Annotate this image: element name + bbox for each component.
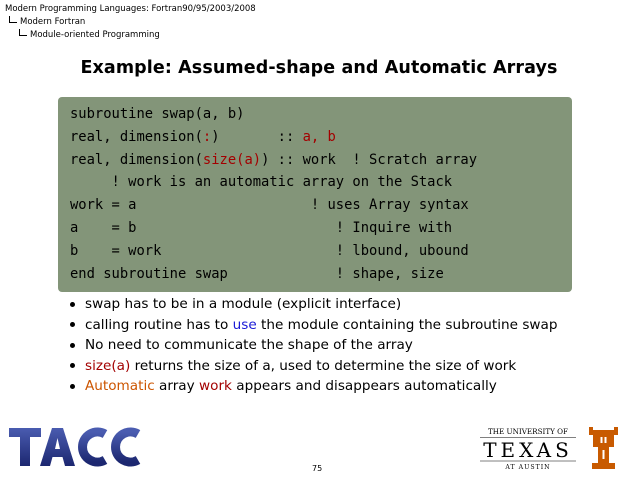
bullet-item	[70, 335, 557, 356]
tacc-logo-text: TACC	[75, 469, 78, 470]
code-segment: b = work ! lbound, ubound	[70, 242, 469, 259]
bullet-segment: appears and disappears automatically	[231, 378, 497, 395]
breadcrumb-level-2-text: Modern Fortran	[20, 17, 86, 27]
code-segment: subroutine swap(a, b)	[70, 106, 245, 122]
code-segment: a, b	[302, 128, 336, 145]
code-segment: work = a ! uses Array syntax	[70, 197, 469, 214]
ut-tower-icon	[587, 427, 620, 469]
breadcrumb-level-3-text: Module-oriented Programming	[30, 30, 160, 40]
bullet-dot-icon	[70, 363, 75, 368]
code-line	[70, 103, 572, 126]
breadcrumb-level-3	[19, 29, 160, 41]
bullet-dot-icon	[70, 343, 75, 348]
bullet-segment: No need to communicate the shape of the array	[85, 337, 413, 354]
bullet-segment: calling routine has to	[85, 316, 233, 333]
code-line	[70, 217, 572, 240]
ut-line-1: THE UNIVERSITY OF	[487, 427, 569, 436]
bullet-list	[70, 294, 557, 397]
code-line	[70, 149, 572, 172]
code-segment: size(a)	[202, 151, 262, 168]
bullet-segment: returns the size of a, used to determine the size of work	[130, 357, 517, 374]
bullet-segment: array	[154, 378, 200, 395]
bullet-segment: size(a)	[85, 357, 131, 374]
code-segment: ) ::	[211, 128, 303, 145]
bullet-dot-icon	[70, 322, 75, 327]
code-line	[70, 240, 572, 263]
bullet-segment: swap has to be in a module (explicit interface)	[85, 296, 402, 312]
tacc-logo	[7, 422, 144, 470]
code-block	[58, 97, 572, 292]
code-segment: :	[202, 128, 212, 145]
bullet-segment: work	[199, 378, 232, 395]
ut-line-2: TEXAS	[483, 438, 573, 462]
bullet-item	[70, 376, 557, 397]
breadcrumb-level-1	[5, 4, 256, 15]
bullet-segment: Automatic	[85, 378, 155, 395]
code-segment: ) :: work ! Scratch array	[261, 151, 478, 168]
code-segment: end subroutine swap ! shape, size	[70, 265, 444, 282]
bullet-item	[70, 294, 557, 315]
code-line	[70, 194, 572, 217]
code-line	[70, 171, 572, 194]
bullet-segment: use	[232, 316, 257, 333]
code-segment: a = b ! Inquire with	[70, 219, 453, 236]
bullet-segment: the module containing the subroutine swap	[256, 316, 558, 333]
page-number: 75	[312, 464, 323, 473]
bullet-dot-icon	[70, 384, 75, 389]
code-segment: real, dimension(	[70, 128, 203, 145]
code-line	[70, 126, 572, 149]
tree-elbow-icon	[19, 29, 27, 36]
bullet-item	[70, 356, 557, 377]
code-segment: ! work is an automatic array on the Stack	[70, 174, 453, 191]
code-segment: real, dimension(	[70, 151, 203, 168]
breadcrumb-level-2	[9, 16, 85, 28]
tree-elbow-icon	[9, 16, 17, 23]
code-line	[70, 263, 572, 286]
breadcrumb-level-1-text: Modern Programming Languages: Fortran90/95/2003/2008	[5, 4, 256, 14]
ut-austin-wordmark	[474, 425, 582, 471]
ut-line-3: AT AUSTIN	[505, 464, 551, 471]
bullet-dot-icon	[70, 302, 75, 307]
bullet-item	[70, 315, 557, 336]
slide-title: Example: Assumed-shape and Automatic Arrays	[80, 58, 558, 78]
